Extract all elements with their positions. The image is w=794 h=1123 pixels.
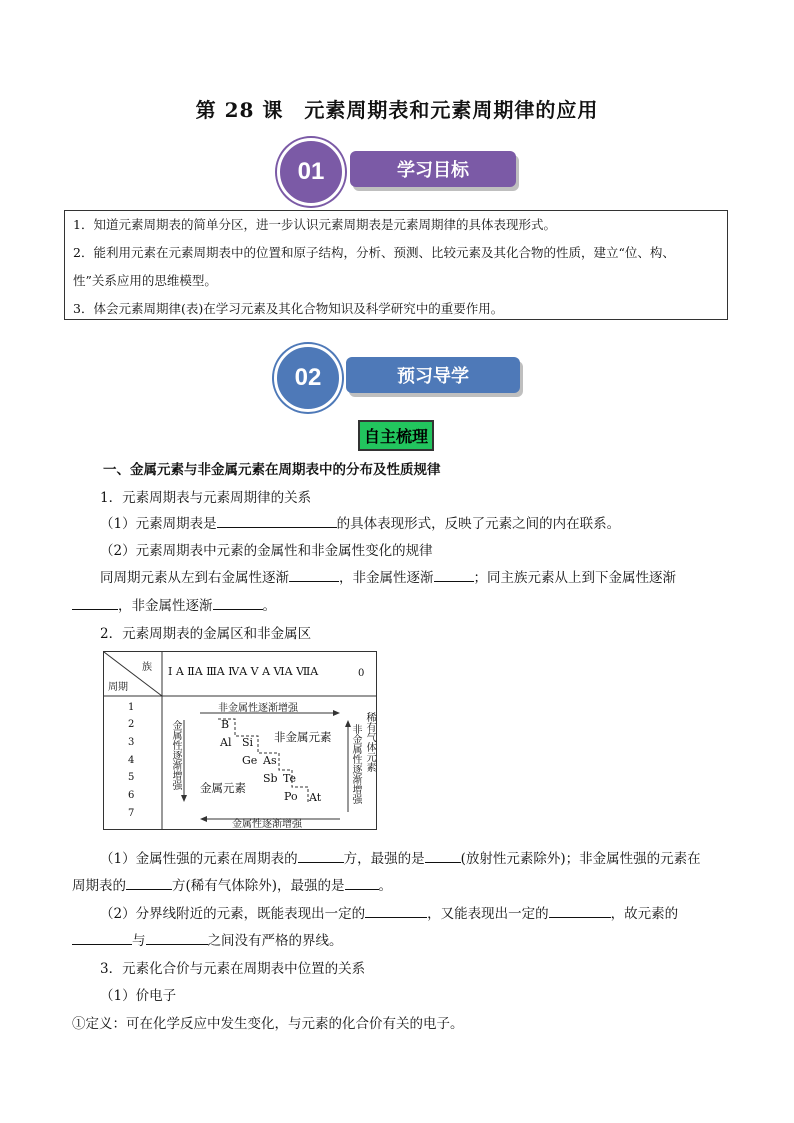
answer-blank[interactable] [72,931,132,946]
answer-blank[interactable] [146,931,208,946]
noble-gas-label: 稀有气体元素 [364,712,375,772]
element-symbol: B [221,718,230,731]
heading-1: 一、金属元素与非金属元素在周期表中的分布及性质规律 [103,462,441,478]
period-number: 2 [128,719,135,730]
element-symbol: Te [283,772,296,785]
element-symbol: Po [284,790,298,803]
answer-blank[interactable] [425,849,461,864]
metal-region-label: 金属元素 [200,781,246,795]
group-corner-label: 族 [142,662,152,673]
period-number: 5 [128,772,135,783]
answer-blank[interactable] [213,596,263,611]
group-headers: Ⅰ A ⅡA ⅢA ⅣA V A ⅥA ⅦA [168,665,319,678]
answer-blank[interactable] [72,596,118,611]
periodic-table-figure [103,651,377,830]
objective-line: 性”关系应用的思维模型。 [73,273,217,288]
paragraph-4: ，非金属性逐渐 。 [72,594,276,614]
element-symbol: At [309,791,322,804]
paragraph-1: （1）元素周期表是 的具体表现形式，反映了元素之间的内在联系。 [100,512,620,532]
period-number: 6 [128,790,135,801]
objective-line: 2．能利用元素在元素周期表中的位置和原子结构，分析、预测、比较元素及其化合物的性质，建立“位、构、 [73,245,675,260]
answer-blank[interactable] [289,568,339,583]
question-2: （2）分界线附近的元素，既能表现出一定的 ，又能表现出一定的 ，故元素的 [100,902,678,922]
question-1: （1）金属性强的元素在周期表的 方，最强的是 (放射性元素除外)；非金属性强的元素在 [100,847,701,867]
period-number: 3 [128,737,135,748]
subheading-3: 3．元素化合价与元素在周期表中位置的关系 [100,961,366,977]
period-number: 1 [128,702,135,713]
nonmetal-region-label: 非金属元素 [274,730,332,744]
section-badge-number: 02 [274,344,342,412]
element-symbol: Al [220,736,232,749]
answer-blank[interactable] [345,876,379,891]
element-symbol: Sb [263,772,278,785]
objective-line: 1．知道元素周期表的简单分区，进一步认识元素周期表是元素周期律的具体表现形式。 [73,217,556,232]
self-study-tag: 自主梳理 [358,420,434,451]
section-badge-number: 01 [277,138,345,206]
section-badge-label: 学习目标 [350,151,516,187]
objective-line: 3．体会元素周期律(表)在学习元素及其化合物知识及科学研究中的重要作用。 [73,301,504,316]
element-symbol: Si [242,736,254,749]
subsection-3-1: （1）价电子 [100,988,177,1004]
page-title: 第 28 课 元素周期表和元素周期律的应用 [195,98,599,122]
bottom-arrow-label: 金属性逐渐增强 [232,819,302,830]
question-2-cont: 与 之间没有严格的界线。 [72,929,343,949]
right-vertical-label: 非金属性逐渐增强 [350,724,361,804]
answer-blank[interactable] [298,849,344,864]
top-arrow-label: 非金属性逐渐增强 [218,703,298,714]
group-zero: 0 [358,668,365,679]
paragraph-2: （2）元素周期表中元素的金属性和非金属性变化的规律 [100,543,433,559]
left-vertical-label: 金属性逐渐增强 [170,720,181,790]
period-number: 4 [128,755,135,766]
answer-blank[interactable] [549,904,611,919]
answer-blank[interactable] [217,514,337,529]
element-symbol: Ge [242,754,258,767]
paragraph-3: 同周期元素从左到右金属性逐渐 ，非金属性逐渐 ；同主族元素从上到下金属性逐渐 [100,566,676,586]
objectives-box [64,210,728,320]
answer-blank[interactable] [365,904,427,919]
figure-lines [104,652,376,829]
period-corner-label: 周期 [108,682,128,693]
element-symbol: As [263,754,277,767]
period-number: 7 [128,808,135,819]
definition-line: ①定义：可在化学反应中发生变化，与元素的化合价有关的电子。 [72,1016,464,1032]
subheading-1: 1．元素周期表与元素周期律的关系 [100,490,312,506]
answer-blank[interactable] [434,568,474,583]
answer-blank[interactable] [126,876,172,891]
subheading-2: 2．元素周期表的金属区和非金属区 [100,626,312,642]
question-1-cont: 周期表的 方(稀有气体除外)，最强的是 。 [72,874,392,894]
section-badge-label: 预习导学 [346,357,520,393]
